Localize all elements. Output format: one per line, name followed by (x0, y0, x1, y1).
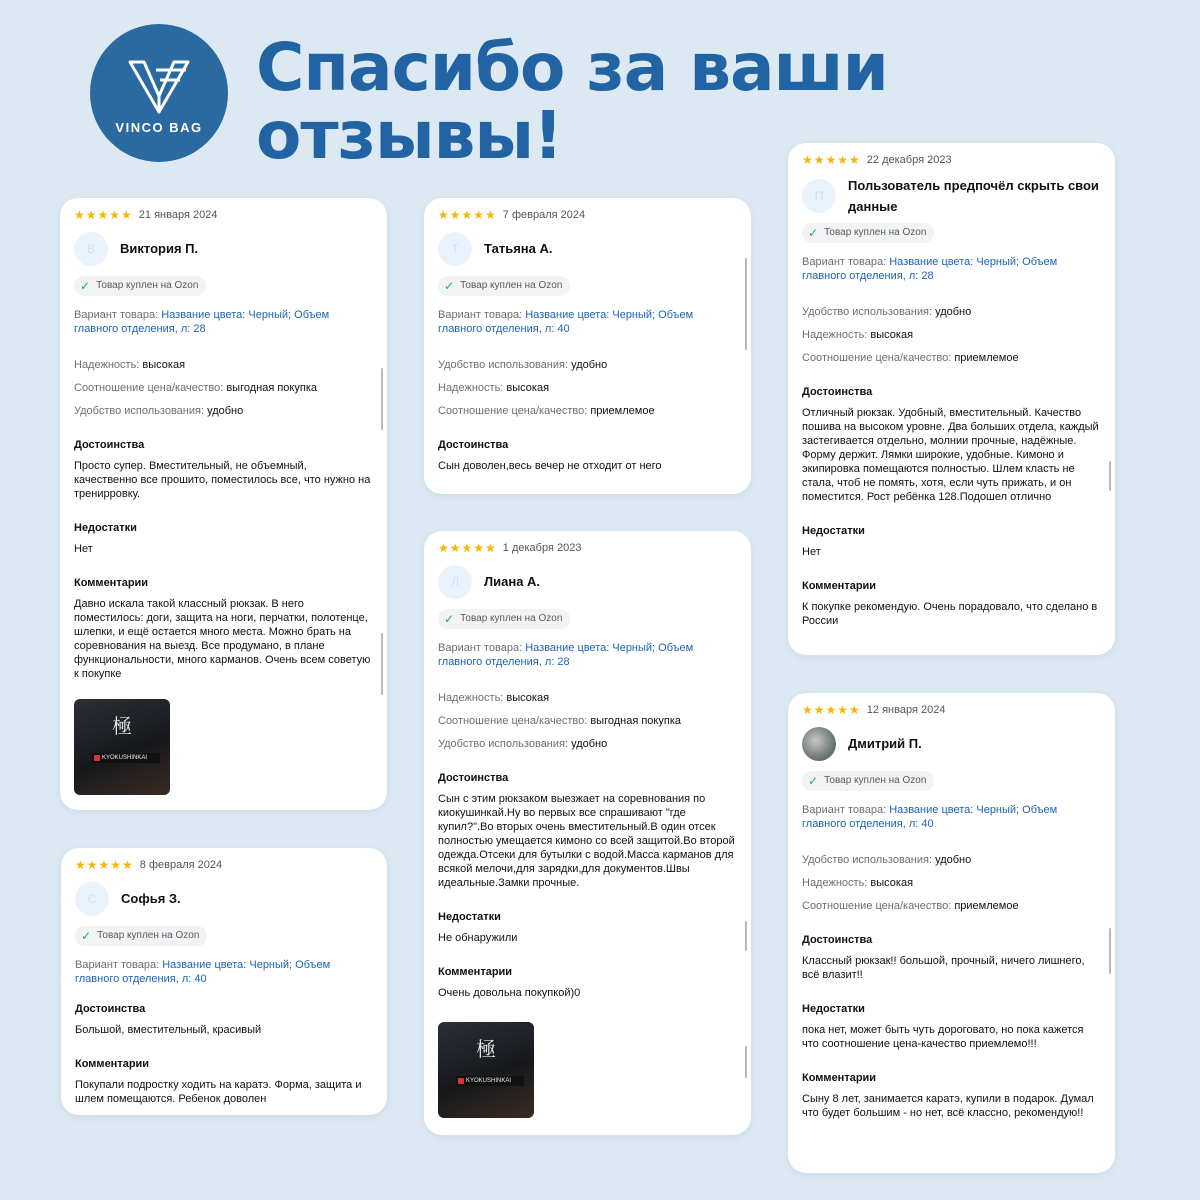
check-icon: ✓ (808, 226, 819, 240)
attribute-row (438, 691, 737, 705)
comments-title: Комментарии (438, 966, 513, 978)
rating-stars: ★★★★★ (438, 208, 497, 222)
user-name: Дмитрий П. (848, 736, 922, 751)
scrollbar[interactable] (745, 1046, 747, 1078)
attribute-value: выгодная покупка (590, 715, 681, 727)
cons-title: Недостатки (802, 1003, 865, 1015)
variant-value[interactable]: Название цвета: Черный; Объем главного отделения, л: 28 (438, 642, 694, 668)
variant-value[interactable]: Название цвета: Черный; Объем главного отделения, л: 28 (802, 256, 1058, 282)
check-icon: ✓ (808, 774, 819, 788)
attribute-row (802, 305, 1101, 319)
variant-label: Вариант товара: (438, 642, 523, 654)
review-card (788, 693, 1115, 1173)
attribute-row (802, 351, 1101, 365)
review-date: 12 января 2024 (866, 704, 946, 716)
attribute-value: удобно (207, 405, 244, 417)
pros-title: Достоинства (802, 386, 873, 398)
comments-text: К покупке рекомендую. Очень порадовало, что сделано в России (802, 601, 1098, 627)
review-photo[interactable] (438, 1022, 534, 1118)
product-variant (74, 308, 373, 336)
attribute-row (438, 714, 737, 728)
badge-text: Товар куплен на Ozon (460, 613, 563, 624)
kanji-mark: 極 (112, 716, 132, 738)
cons-title: Недостатки (802, 525, 865, 537)
review-card (60, 198, 387, 810)
attribute-value: удобно (571, 359, 608, 371)
review-date: 1 декабря 2023 (502, 542, 582, 554)
cons-title: Недостатки (74, 522, 137, 534)
pros-text: Просто супер. Вместительный, не объемный, качественно все прошито, поместилось все, что нужно на тренирровку. (74, 460, 371, 500)
avatar: С (75, 882, 109, 916)
avatar: В (74, 232, 108, 266)
avatar: Л (438, 565, 472, 599)
product-variant (75, 958, 373, 986)
attribute-label: Удобство использования: (438, 738, 569, 750)
brand-name: VINCO BAG (115, 119, 203, 135)
pros-text: Большой, вместительный, красивый (75, 1024, 262, 1036)
attribute-row (802, 853, 1101, 867)
variant-value[interactable]: Название цвета: Черный; Объем главного отделения, л: 40 (438, 309, 694, 335)
review-card (61, 848, 387, 1115)
attribute-label: Надежность: (438, 382, 504, 394)
attribute-value: удобно (935, 306, 972, 318)
pros-text: Сын доволен,весь вечер не отходит от него (438, 460, 662, 472)
badge-text: Товар куплен на Ozon (97, 930, 200, 941)
attribute-label: Соотношение цена/качество: (802, 352, 952, 364)
purchased-badge (802, 771, 934, 791)
attribute-row (438, 737, 737, 751)
purchased-badge (438, 276, 570, 296)
scrollbar[interactable] (745, 921, 747, 951)
cons-title: Недостатки (438, 911, 501, 923)
review-photo[interactable] (74, 699, 170, 795)
attribute-value: удобно (935, 854, 972, 866)
comments-title: Комментарии (74, 577, 149, 589)
rating-stars: ★★★★★ (74, 208, 133, 222)
user-name: Виктория П. (120, 241, 199, 256)
photo-label: KYOKUSHINKAI (92, 753, 160, 763)
user-name: Софья З. (121, 891, 181, 906)
variant-label: Вариант товара: (75, 959, 160, 971)
review-date: 7 февраля 2024 (502, 209, 586, 221)
rating-stars: ★★★★★ (438, 541, 497, 555)
rating-stars: ★★★★★ (802, 153, 861, 167)
review-date: 21 января 2024 (138, 209, 218, 221)
variant-value[interactable]: Название цвета: Черный; Объем главного отделения, л: 28 (74, 309, 330, 335)
comments-text: Покупали подростку ходить на каратэ. Форма, защита и шлем помещаются. Ребенок доволен (75, 1079, 362, 1105)
attribute-label: Соотношение цена/качество: (438, 715, 588, 727)
kanji-mark: 極 (476, 1039, 496, 1061)
badge-text: Товар куплен на Ozon (96, 280, 199, 291)
pros-text: Отличный рюкзак. Удобный, вместительный. Качество пошива на высоком уровне. Два больших отдела, каждый застегивается отдельно, молнии прочные, надёжные. Форму держит. Лямки широкие, удобные. Кимоно и экипировка помещаются полностью. Шлем класть не стала, чтоб не помять, хотя, если чуть прижать, и он поместится. Рост ребёнка 128.Подошел отлично (802, 407, 1099, 503)
user-name: Лиана А. (484, 574, 541, 589)
badge-text: Товар куплен на Ozon (460, 280, 563, 291)
review-date: 8 февраля 2024 (139, 859, 223, 871)
review-card (788, 143, 1115, 655)
attribute-value: высокая (870, 329, 914, 341)
scrollbar[interactable] (1109, 928, 1111, 974)
purchased-badge (75, 926, 207, 946)
attribute-row (438, 381, 737, 395)
attribute-label: Удобство использования: (802, 854, 933, 866)
attribute-label: Надежность: (802, 329, 868, 341)
check-icon: ✓ (444, 279, 455, 293)
user-name: Татьяна А. (484, 241, 553, 256)
attribute-row (802, 328, 1101, 342)
pros-title: Достоинства (802, 934, 873, 946)
review-date: 22 декабря 2023 (866, 154, 952, 166)
cons-text: Не обнаружили (438, 932, 518, 944)
check-icon: ✓ (444, 612, 455, 626)
comments-title: Комментарии (802, 1072, 877, 1084)
attribute-label: Удобство использования: (438, 359, 569, 371)
product-variant (438, 641, 737, 669)
scrollbar[interactable] (381, 633, 383, 695)
product-variant (802, 255, 1101, 283)
cons-text: Нет (74, 543, 93, 555)
pros-title: Достоинства (438, 772, 509, 784)
attribute-label: Соотношение цена/качество: (802, 900, 952, 912)
pros-title: Достоинства (75, 1003, 146, 1015)
attribute-row (802, 899, 1101, 913)
attribute-row (74, 381, 373, 395)
avatar: П (802, 179, 836, 213)
purchased-badge (74, 276, 206, 296)
review-card (424, 531, 751, 1135)
attribute-value: высокая (506, 692, 550, 704)
attribute-value: высокая (142, 359, 186, 371)
user-name: Пользователь предпочёл скрыть свои данные (848, 178, 1099, 214)
attribute-label: Соотношение цена/качество: (74, 382, 224, 394)
attribute-value: высокая (870, 877, 914, 889)
avatar (802, 727, 836, 761)
page-title-line-2: отзывы! (256, 97, 563, 174)
attribute-row (802, 876, 1101, 890)
attribute-label: Соотношение цена/качество: (438, 405, 588, 417)
vinco-logo-icon (128, 60, 190, 116)
comments-title: Комментарии (75, 1058, 150, 1070)
scrollbar[interactable] (1109, 461, 1111, 491)
attribute-label: Надежность: (74, 359, 140, 371)
page-title-line-1: Спасибо за ваши (256, 29, 888, 106)
product-variant (438, 308, 737, 336)
comments-text: Давно искала такой классный рюкзак. В него поместилось: доги, защита на ноги, перчатки, полотенце, шлепки, и ещё остается много места. Можно брать на соревнования на выезд. Все продумано, в плане функциональности, много карманов. Очень всем советую к покупке (74, 598, 371, 680)
purchased-badge (438, 609, 570, 629)
attribute-label: Надежность: (802, 877, 868, 889)
pros-title: Достоинства (74, 439, 145, 451)
purchased-badge (802, 223, 934, 243)
variant-label: Вариант товара: (74, 309, 159, 321)
attribute-value: приемлемое (590, 405, 655, 417)
badge-text: Товар куплен на Ozon (824, 227, 927, 238)
scrollbar[interactable] (381, 368, 383, 430)
comments-text: Сыну 8 лет, занимается каратэ, купили в подарок. Думал что будет большим - но нет, всё классно, рекомендую!! (802, 1093, 1094, 1119)
pros-text: Сын с этим рюкзаком выезжает на соревнования по киокушинкай.Ну во первых все спрашивают "где купил?".Во вторых очень вместительный.В один отсек полностью умещается кимоно со всей защитой.Во второй одежда.Отсеки для бутылки с водой.Масса карманов для всякой мелочи,для зарядки,для документов.Швы идеальные.Замки прочные. (438, 793, 735, 889)
variant-label: Вариант товара: (802, 804, 887, 816)
cons-text: пока нет, может быть чуть дороговато, но пока кажется что соотношение цена-качество приемлемо!!! (802, 1024, 1084, 1050)
check-icon: ✓ (80, 279, 91, 293)
brand-logo (90, 24, 228, 162)
pros-text: Классный рюкзак!! большой, прочный, ничего лишнего, всё влазит!! (802, 955, 1085, 981)
attribute-row (438, 358, 737, 372)
variant-label: Вариант товара: (438, 309, 523, 321)
attribute-label: Удобство использования: (802, 306, 933, 318)
comments-title: Комментарии (802, 580, 877, 592)
rating-stars: ★★★★★ (75, 858, 134, 872)
comments-text: Очень довольна покупкой)0 (438, 987, 581, 999)
attribute-row (438, 404, 737, 418)
scrollbar[interactable] (745, 258, 747, 350)
attribute-value: удобно (571, 738, 608, 750)
attribute-value: выгодная покупка (226, 382, 317, 394)
attribute-label: Удобство использования: (74, 405, 205, 417)
product-variant (802, 803, 1101, 831)
attribute-value: приемлемое (954, 900, 1019, 912)
photo-label: KYOKUSHINKAI (456, 1076, 524, 1086)
avatar: Т (438, 232, 472, 266)
check-icon: ✓ (81, 929, 92, 943)
badge-text: Товар куплен на Ozon (824, 775, 927, 786)
attribute-row (74, 358, 373, 372)
pros-title: Достоинства (438, 439, 509, 451)
rating-stars: ★★★★★ (802, 703, 861, 717)
review-card (424, 198, 751, 494)
attribute-value: высокая (506, 382, 550, 394)
variant-value[interactable]: Название цвета: Черный; Объем главного отделения, л: 40 (75, 959, 331, 985)
variant-value[interactable]: Название цвета: Черный; Объем главного отделения, л: 40 (802, 804, 1058, 830)
cons-text: Нет (802, 546, 821, 558)
attribute-label: Надежность: (438, 692, 504, 704)
attribute-row (74, 404, 373, 418)
attribute-value: приемлемое (954, 352, 1019, 364)
variant-label: Вариант товара: (802, 256, 887, 268)
